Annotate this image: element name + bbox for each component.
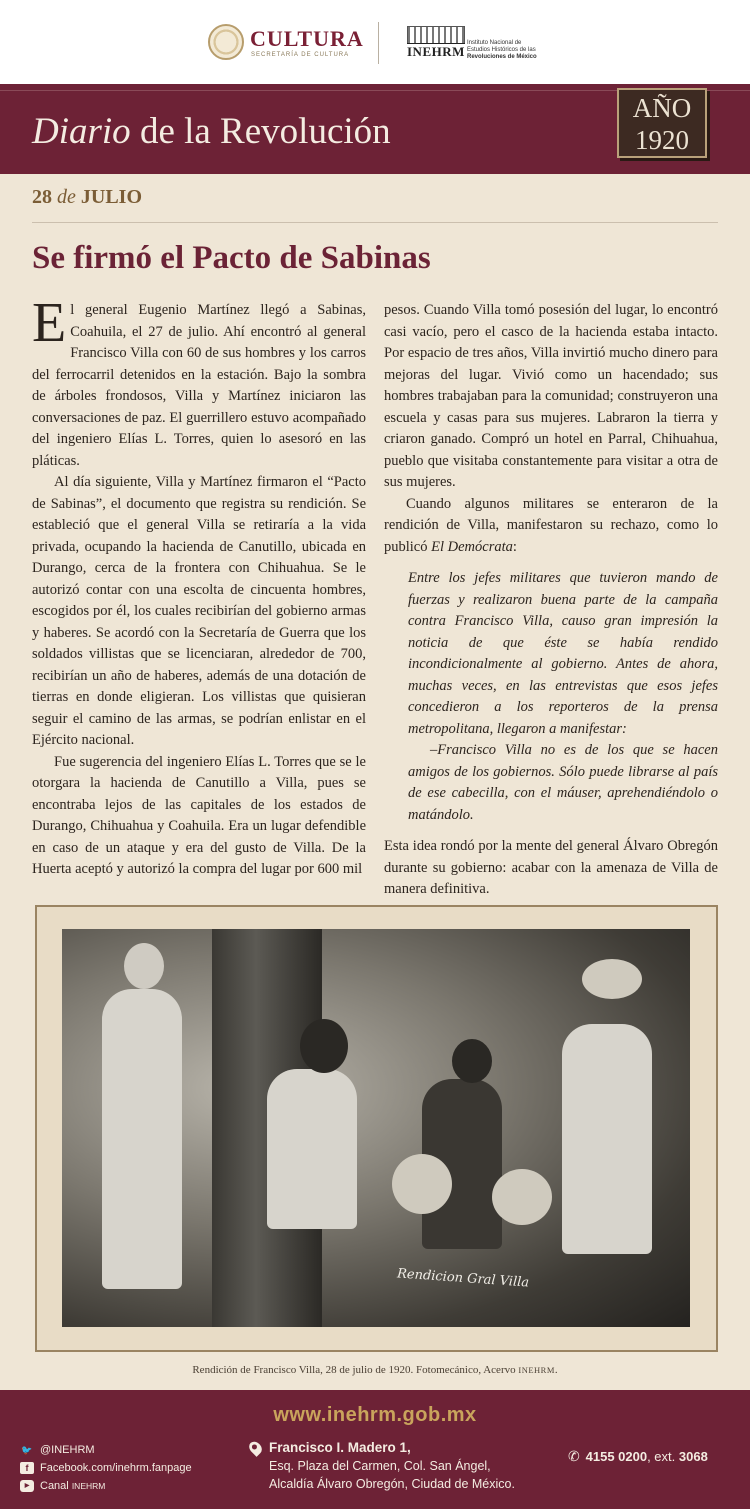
article-column-right xyxy=(384,300,718,901)
block-quote xyxy=(408,568,718,826)
publication-title-italic: Diario xyxy=(32,111,131,152)
photo-caption-end: . xyxy=(554,1364,558,1376)
publication-title-rest: de la Revolución xyxy=(130,111,391,152)
paragraph-3: Fue sugerencia del ingeniero Elías L. Torres que se le otorgara la hacienda de Canutillo a Villa, pues se encontraba lejos de las capitales de los estados de Durango, Chihuahua y Coahuila. Era un lugar defendible en caso de un ataque y era del gusto de Villa. De la Huerta aceptó y autorizó la compra del lugar por 600 mil xyxy=(32,753,366,877)
address-street: Francisco I. Madero 1, xyxy=(269,1440,411,1455)
inehrm-line-1: Instituto Nacional de xyxy=(467,40,522,46)
inehrm-logo xyxy=(407,26,547,60)
figure-head xyxy=(452,1039,492,1083)
figure-standing-left xyxy=(102,989,182,1289)
cultura-subtitle: SECRETARÍA DE CULTURA xyxy=(251,52,350,58)
date-month: JULIO xyxy=(80,186,143,208)
footer xyxy=(0,1390,750,1509)
address-colonia: Esq. Plaza del Carmen, Col. San Ángel, xyxy=(269,1459,491,1473)
paragraph-3-continued: pesos. Cuando Villa tomó posesión del lugar, lo encontró casi vacío, pero el casco de la hacienda estaba intacto. Por espacio de tres años, Villa invirtió mucho dinero para mejoras del lugar. Vivió como un hacendado; sus hombres trabajaban para la comunidad; construyeron una escuela y casas para sus mujeres. Labraron la tierra y criaron ganado. Compró un hotel en Parral, Chihuahua, pueblo que visitaba constantemente para visitar a otra de sus mujeres. xyxy=(384,302,718,490)
phone-ext: 3068 xyxy=(678,1449,708,1464)
date-day: 28 xyxy=(32,186,52,208)
handwritten-inscription: Rendicion Gral Villa xyxy=(396,1266,530,1291)
paragraph-1 xyxy=(32,292,366,472)
twitter-handle: @INEHRM xyxy=(40,1444,95,1456)
location-pin-icon xyxy=(247,1439,265,1457)
address-city: Alcaldía Álvaro Obregón, Ciudad de México. xyxy=(269,1477,515,1491)
website-link[interactable]: www.inehrm.gob.mx xyxy=(273,1404,477,1426)
hat-icon xyxy=(582,959,642,999)
photo-frame xyxy=(35,905,718,1352)
inehrm-line-2: Estudios Históricos de las xyxy=(467,47,536,53)
article-title: Se firmó el Pacto de Sabinas xyxy=(32,240,431,276)
facebook-icon: f xyxy=(20,1462,34,1474)
address-block xyxy=(250,1439,515,1493)
historical-photo xyxy=(62,929,690,1327)
year-box xyxy=(617,88,707,158)
paragraph-4-end: : xyxy=(512,538,517,555)
paragraph-2: Al día siguiente, Villa y Martínez firmaron el “Pacto de Sabinas”, el documento que registra su rendición. Se estableció que el general Villa se retiraría a la vida privada, ocupando la hacienda de Canutillo, ubicada en Durango, cerca de la frontera con Chihuahua. Se le autorizó contar con una escolta de cincuenta hombres, escogidos por él, los cuales recibirían del gobierno armas y haberes. Se acordó con la Secretaría de Guerra que los soldados villistas que se licenciaran, alrededor de 700, recibirían un año de haberes, además de una dotación de tierras en donde eligieran. Los villistas que quisieran seguir el camino de las armas, se podrían enlistar en el Ejército nacional. xyxy=(32,474,366,748)
photo-caption xyxy=(0,1364,750,1376)
youtube-label: Canal xyxy=(40,1480,69,1492)
publication-title xyxy=(32,110,391,153)
photo-caption-acronym: INEHRM xyxy=(518,1365,555,1375)
inehrm-name: INEHRM xyxy=(407,44,465,59)
photo-caption-text: Rendición de Francisco Villa, 28 de julio de 1920. Fotomecánico, Acervo xyxy=(192,1364,519,1376)
hat-icon xyxy=(392,1154,452,1214)
paragraph-5: Esta idea rondó por la mente del general Álvaro Obregón durante su gobierno: acabar con la amenaza de Villa de manera definitiva. xyxy=(384,838,718,897)
article-date xyxy=(32,186,142,209)
paragraph-4 xyxy=(384,494,718,559)
date-connector: de xyxy=(57,186,76,208)
phone-number[interactable] xyxy=(568,1448,708,1465)
facebook-link[interactable] xyxy=(20,1459,192,1477)
quote-paragraph-2: –Francisco Villa no es de los que se hacen amigos de los gobiernos. Sólo puede librarse al país de ese cabecilla, con el máuser, aprehendiéndolo o matándolo. xyxy=(408,742,718,823)
seal-icon xyxy=(208,24,244,60)
facebook-url: Facebook.com/inehrm.fanpage xyxy=(40,1462,192,1474)
cultura-logo xyxy=(208,24,364,62)
year-value: 1920 xyxy=(635,125,689,155)
building-icon xyxy=(407,26,465,44)
social-links xyxy=(20,1441,192,1495)
figure-head xyxy=(124,943,164,989)
newspaper-name: El Demócrata xyxy=(431,538,513,555)
article-column-left xyxy=(32,292,366,881)
figure-seated-villa xyxy=(267,1069,357,1229)
figure-head xyxy=(300,1019,348,1073)
twitter-icon: 🐦 xyxy=(21,1445,33,1455)
phone-ext-label: , ext. xyxy=(647,1449,679,1464)
youtube-icon: ▶ xyxy=(20,1480,34,1492)
phone-main: 4155 0200 xyxy=(585,1449,648,1464)
twitter-link[interactable] xyxy=(20,1441,192,1459)
inehrm-line-3: Revoluciones de México xyxy=(467,54,537,60)
figure-standing-right xyxy=(562,1024,652,1254)
logo-bar xyxy=(0,0,750,84)
dropcap: E xyxy=(32,292,67,354)
quote-paragraph-1: Entre los jefes militares que tuvieron mando de fuerzas y realizaron buena parte de la campaña contra Francisco Villa, causo gran impresión la noticia de que éste se había rendido incondicionalmente al gobierno. Antes de ahora, muchas veces, en las entrevistas que esos jefes concedieron a los reporteros de la prensa metropolitana, llegaron a manifestar: xyxy=(408,570,718,737)
paragraph-1-text: l general Eugenio Martínez llegó a Sabinas, Coahuila, el 27 de julio. Ahí encontró al general Francisco Villa con 60 de sus hombres y los carros del ferrocarril detenidos en la estación. Bajo la sombra de árboles frondosos, Villa y Martínez iniciaron las conversaciones de paz. El guerrillero estuvo acompañado del ingeniero Elías L. Torres, quien lo asesoró en las pláticas. xyxy=(32,302,366,469)
logo-divider xyxy=(378,22,379,64)
youtube-channel: INEHRM xyxy=(71,1481,106,1491)
phone-icon: ✆ xyxy=(568,1448,580,1464)
hat-icon xyxy=(492,1169,552,1225)
paragraph-4-text: Cuando algunos militares se enteraron de la rendición de Villa, manifestaron su rechazo, como lo publicó xyxy=(384,495,718,555)
year-label: AÑO xyxy=(632,93,692,123)
cultura-name: CULTURA xyxy=(250,26,364,51)
date-divider xyxy=(32,222,718,223)
youtube-link[interactable] xyxy=(20,1477,192,1495)
